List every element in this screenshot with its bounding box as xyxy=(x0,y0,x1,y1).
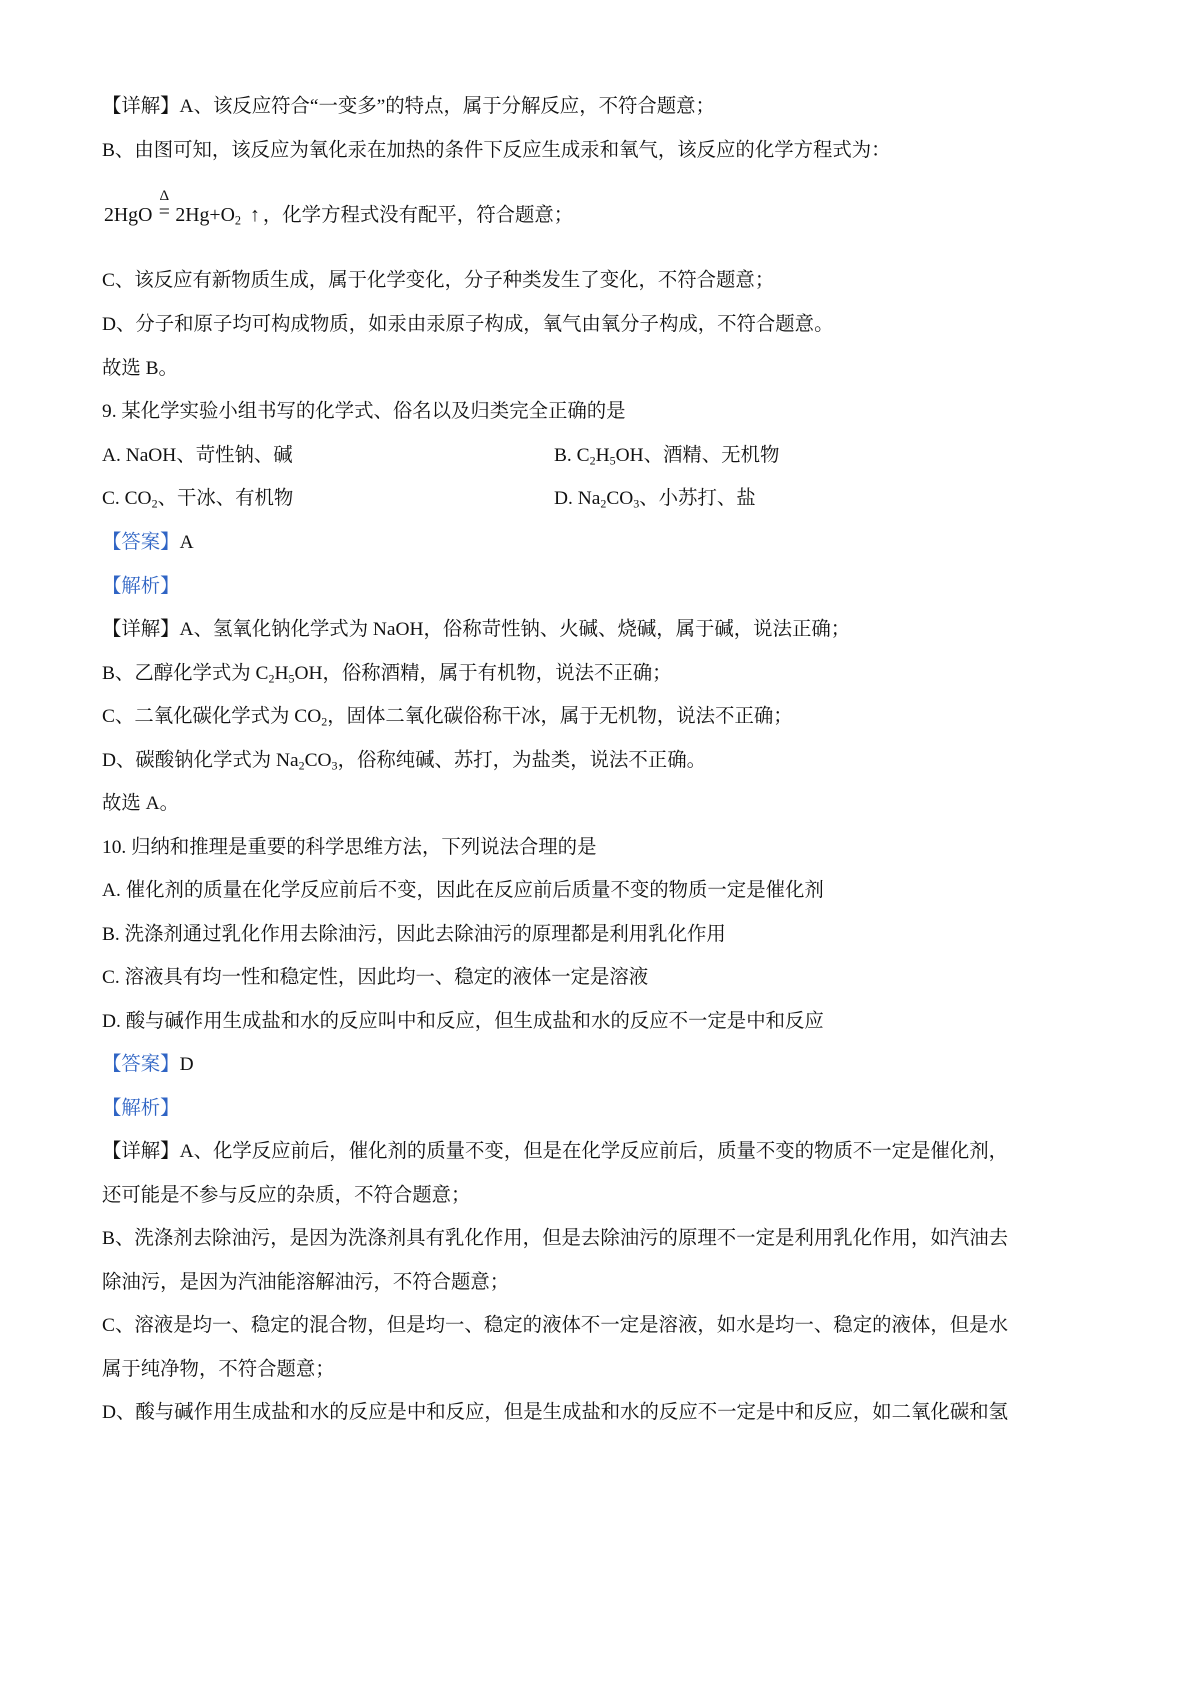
q9-answer xyxy=(102,529,194,557)
q10-detail-line: B、洗涤剂去除油污，是因为洗涤剂具有乳化作用，但是去除油污的原理不一定是利用乳化作用，如汽油去 xyxy=(102,1228,1008,1249)
q10-detail-line: 属于纯净物，不符合题意； xyxy=(102,1359,335,1380)
q9-detail-b xyxy=(102,660,672,688)
answer-label: 【答案】 xyxy=(102,1054,180,1075)
option-text: A. NaOH、苛性钠、碱 xyxy=(102,445,293,466)
subscript: 2 xyxy=(298,758,305,773)
q10-option-a: A. 催化剂的质量在化学反应前后不变，因此在反应前后质量不变的物质一定是催化剂 xyxy=(102,880,824,901)
equation-comment: ，化学方程式没有配平，符合题意； xyxy=(262,205,574,226)
q10-stem: 10. 归纳和推理是重要的科学思维方法，下列说法合理的是 xyxy=(102,837,597,858)
q10-option-c: C. 溶液具有均一性和稳定性，因此均一、稳定的液体一定是溶液 xyxy=(102,967,649,988)
q10-detail-line: 还可能是不参与反应的杂质，不符合题意； xyxy=(102,1185,471,1206)
q8-detail-b: B、由图可知，该反应为氧化汞在加热的条件下反应生成汞和氧气，该反应的化学方程式为： xyxy=(102,140,891,161)
option-text: B. C xyxy=(554,445,590,466)
q8-detail-a: 【详解】A、该反应符合“一变多”的特点，属于分解反应，不符合题意； xyxy=(102,96,715,117)
q9-option-d xyxy=(554,485,756,513)
subscript: 2 xyxy=(600,496,607,511)
subscript: 2 xyxy=(268,671,275,686)
q10-detail-line: 除油污，是因为汽油能溶解油污，不符合题意； xyxy=(102,1272,510,1293)
products-subscript: 2 xyxy=(234,213,242,228)
detail-text: D、碳酸钠化学式为 Na xyxy=(102,750,299,771)
q8-detail-d: D、分子和原子均可构成物质，如汞由汞原子构成，氧气由氧分子构成，不符合题意。 xyxy=(102,314,834,335)
q9-detail-d xyxy=(102,747,706,775)
subscript: 3 xyxy=(633,496,640,511)
answer-label: 【答案】 xyxy=(102,532,180,553)
detail-text: OH，俗称酒精，属于有机物，说法不正确； xyxy=(294,663,672,684)
heating-delta-symbol: Δ xyxy=(159,188,170,204)
option-text: OH、酒精、无机物 xyxy=(615,445,780,466)
reaction-condition xyxy=(155,188,173,229)
q9-detail-a xyxy=(102,616,850,644)
option-text: 、小苏打、盐 xyxy=(639,488,756,509)
subscript: 3 xyxy=(331,758,338,773)
q9-option-a xyxy=(102,442,293,470)
q10-detail-line: 【详解】A、化学反应前后，催化剂的质量不变，但是在化学反应前后，质量不变的物质不一定是催化剂， xyxy=(102,1141,1008,1162)
detail-text: C、二氧化碳化学式为 CO xyxy=(102,706,322,727)
answer-value: D xyxy=(179,1054,194,1075)
subscript: 2 xyxy=(589,453,596,468)
equation-products: 2Hg+O xyxy=(175,204,235,226)
q10-answer xyxy=(102,1051,194,1079)
q10-detail-line: C、溶液是均一、稳定的混合物，但是均一、稳定的液体不一定是溶液，如水是均一、稳定的液体，但是水 xyxy=(102,1315,1008,1336)
q9-option-b xyxy=(554,442,779,470)
detail-text: H xyxy=(274,663,289,684)
q9-stem: 9. 某化学实验小组书写的化学式、俗名以及归类完全正确的是 xyxy=(102,401,626,422)
detail-text: ，俗称纯碱、苏打，为盐类，说法不正确。 xyxy=(337,750,706,771)
q9-conclusion: 故选 A。 xyxy=(102,793,180,814)
q8-detail-c: C、该反应有新物质生成，属于化学变化，分子种类发生了变化，不符合题意； xyxy=(102,270,775,291)
q8-conclusion: 故选 B。 xyxy=(102,358,178,379)
q9-option-c xyxy=(102,485,293,513)
equals-sign: = xyxy=(158,201,170,223)
subscript: 2 xyxy=(151,496,158,511)
detail-text: 【详解】A、氢氧化钠化学式为 NaOH，俗称苛性钠、火碱、烧碱，属于碱，说法正确； xyxy=(102,619,851,640)
option-text: C. CO xyxy=(102,488,152,509)
subscript: 5 xyxy=(288,671,295,686)
q10-option-b: B. 洗涤剂通过乳化作用去除油污，因此去除油污的原理都是利用乳化作用 xyxy=(102,924,726,945)
q10-option-d: D. 酸与碱作用生成盐和水的反应叫中和反应，但生成盐和水的反应不一定是中和反应 xyxy=(102,1011,824,1032)
option-text: 、干冰、有机物 xyxy=(157,488,294,509)
option-text: D. Na xyxy=(554,488,601,509)
detail-text: B、乙醇化学式为 C xyxy=(102,663,269,684)
detail-text: CO xyxy=(304,750,332,771)
subscript: 2 xyxy=(321,714,328,729)
q9-analysis-label: 【解析】 xyxy=(102,576,180,597)
equation-reactant: 2HgO xyxy=(104,204,153,226)
q9-detail-c xyxy=(102,703,793,731)
q10-analysis-label: 【解析】 xyxy=(102,1098,180,1119)
option-text: H xyxy=(595,445,610,466)
detail-text: ，固体二氧化碳俗称干冰，属于无机物，说法不正确； xyxy=(327,706,793,727)
gas-arrow: ↑ xyxy=(250,204,260,226)
subscript: 5 xyxy=(609,453,616,468)
answer-value: A xyxy=(179,532,194,553)
q8-equation-line xyxy=(104,188,574,229)
q10-detail-line: D、酸与碱作用生成盐和水的反应是中和反应，但是生成盐和水的反应不一定是中和反应，如二氧化碳和氢 xyxy=(102,1402,1008,1423)
option-text: CO xyxy=(606,488,634,509)
